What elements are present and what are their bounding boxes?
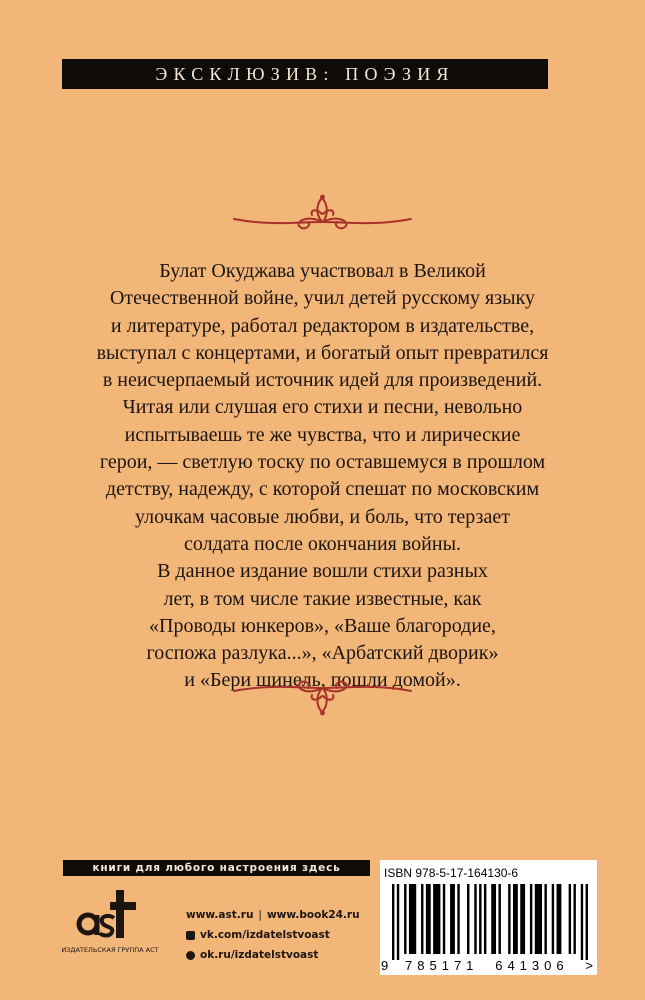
description-line: Отечественной войне, учил детей русскому языку [109,287,536,310]
vk-icon [186,931,195,940]
barcode-bar [457,884,459,954]
barcode-digits [381,958,593,973]
description-line: детству, надежду, с которой спешат по московским [105,478,540,501]
slogan-banner [63,860,370,876]
publisher-name: ИЗДАТЕЛЬСКАЯ ГРУППА АСТ [61,946,159,954]
barcode-bar [491,884,496,954]
barcode-bar [474,884,476,954]
ast-logo-mark [76,884,140,944]
site-link-ast[interactable]: www.ast.ru [186,909,254,921]
bottom-ornament [230,674,415,718]
description-line: лет, в том числе такие известные, как [163,587,482,610]
slogan-text: книги для любого настроения здесь [92,862,341,874]
description-line: испытываешь те же чувства, что и лирические [124,423,521,446]
top-ornament [230,192,415,236]
barcode-bar [409,884,416,954]
barcode-bar [421,884,423,954]
barcode-bar [484,884,486,954]
barcode-bar [450,884,455,954]
barcode-bar [443,884,445,954]
barcode-marker: > [585,958,593,973]
barcode-bar [513,884,518,954]
ast-logo [68,884,148,972]
ok-icon [186,951,195,960]
book-description [40,258,605,695]
barcode-bar [404,884,406,954]
series-banner [62,59,548,89]
site-link-book24[interactable]: www.book24.ru [266,909,360,921]
barcode-bar [544,884,546,954]
description-line: герои, — светлую тоску по оставшемуся в прошлом [99,451,546,474]
barcode-bar [530,884,532,954]
barcode-bar [433,884,440,954]
barcode-bar [573,884,575,954]
barcode-bar [581,884,583,960]
description-line: и литературе, работал редактором в издательстве, [110,314,535,337]
description-line: Читая или слушая его стихи и песни, невольно [122,396,523,419]
barcode-bar [392,884,394,960]
barcode-bar [569,884,571,954]
barcode-bar [535,884,542,954]
barcode-bar [479,884,481,954]
barcode-right-group: 641306 [495,958,569,973]
barcode-bar [426,884,431,954]
barcode-bar [586,884,588,960]
barcode-bar [498,884,500,954]
barcode [392,884,588,960]
ok-link[interactable]: ok.ru/izdatelstvoast [200,949,319,961]
barcode-bar [557,884,562,954]
link-separator: | [258,909,262,921]
barcode-first-digit: 9 [381,958,389,973]
barcode-bar [397,884,399,960]
description-line: госпожа разлука...», «Арбатский дворик» [146,642,499,665]
barcode-left-group: 785171 [405,958,479,973]
description-line: «Проводы юнкеров», «Ваше благородие, [149,614,496,637]
barcode-bar [467,884,469,954]
description-line: солдата после окончания войны. [183,532,462,555]
series-title: ЭКСКЛЮЗИВ: ПОЭЗИЯ [155,63,455,84]
publisher-links [186,905,360,965]
barcode-bar [508,884,510,954]
description-line: и «Бери шинель, пошли домой». [184,669,461,692]
description-line: улочкам часовые любви, и боль, что терзает [135,505,510,528]
description-line: В данное издание вошли стихи разных [157,560,488,583]
vk-link[interactable]: vk.com/izdatelstvoast [200,929,330,941]
description-line: выступал с концертами, и богатый опыт превратился [96,341,549,364]
description-line: в неисчерпаемый источник идей для произведений. [102,369,543,392]
barcode-bar [520,884,525,954]
description-line: Булат Окуджава участвовал в Великой [159,260,486,282]
barcode-bar [552,884,554,954]
isbn-label: ISBN 978-5-17-164130-6 [384,866,519,880]
